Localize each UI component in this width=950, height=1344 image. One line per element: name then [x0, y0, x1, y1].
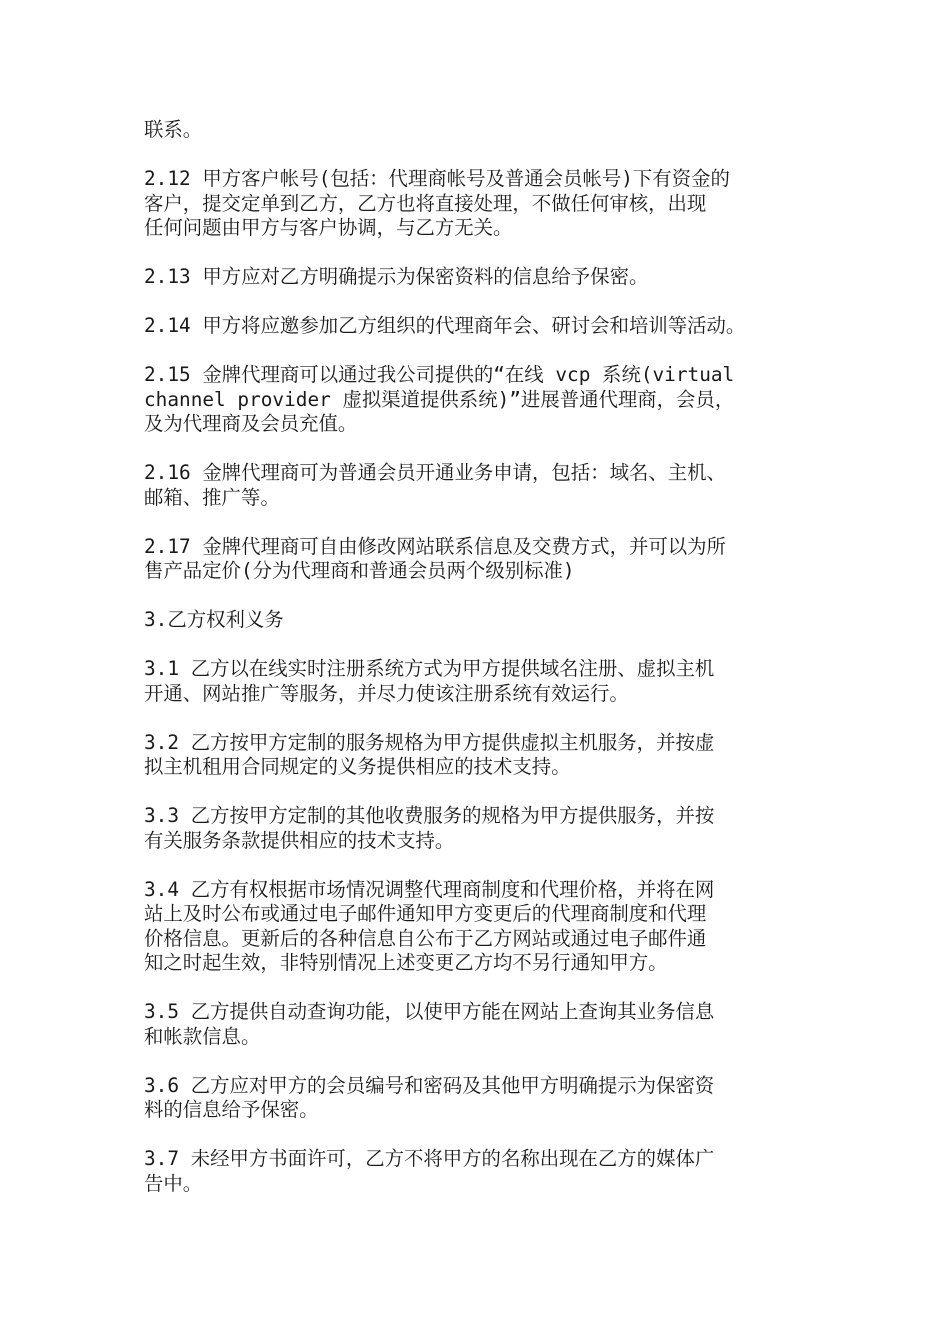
paragraph-line: 客户，提交定单到乙方，乙方也将直接处理，不做任何审核，出现 [144, 191, 707, 215]
paragraph [144, 461, 824, 510]
paragraph-line: 3.7 未经甲方书面许可，乙方不将甲方的名称出现在乙方的媒体广 [144, 1147, 715, 1170]
paragraph-line: 3.乙方权利义务 [144, 608, 284, 631]
paragraph [144, 1000, 824, 1049]
paragraph-line: 联系。 [144, 118, 203, 141]
paragraph-line: 2.12 甲方客户帐号(包括：代理商帐号及普通会员帐号)下有资金的 [144, 167, 730, 190]
paragraph-line: 料的信息给予保密。 [144, 1098, 319, 1121]
paragraph-line: 2.17 金牌代理商可自由修改网站联系信息及交费方式，并可以为所 [144, 534, 726, 558]
paragraph-line: 价格信息。更新后的各种信息自公布于乙方网站或通过电子邮件通 [144, 926, 707, 950]
paragraph-line: 开通、网站推广等服务，并尽力使该注册系统有效运行。 [144, 681, 629, 705]
paragraph [144, 804, 824, 853]
paragraph [144, 167, 824, 241]
paragraph-line: 2.14 甲方将应邀参加乙方组织的代理商年会、研讨会和培训等活动。 [144, 314, 746, 337]
paragraph-line: 2.13 甲方应对乙方明确提示为保密资料的信息给予保密。 [144, 265, 649, 288]
paragraph-line: channel provider 虚拟渠道提供系统)”进展普通代理商，会员， [144, 387, 735, 411]
paragraph-line: 3.1 乙方以在线实时注册系统方式为甲方提供域名注册、虚拟主机 [144, 657, 715, 680]
paragraph-list [144, 118, 824, 1196]
paragraph [144, 731, 824, 780]
paragraph-line: 任何问题由甲方与客户协调，与乙方无关。 [144, 216, 513, 239]
paragraph-line: 3.4 乙方有权根据市场情况调整代理商制度和代理价格，并将在网 [144, 877, 715, 901]
paragraph [144, 265, 824, 290]
paragraph-line: 及为代理商及会员充值。 [144, 412, 358, 435]
paragraph-line: 3.6 乙方应对甲方的会员编号和密码及其他甲方明确提示为保密资 [144, 1073, 715, 1097]
paragraph-line: 告中。 [144, 1171, 203, 1195]
paragraph-line: 3.3 乙方按甲方定制的其他收费服务的规格为甲方提供服务，并按 [144, 804, 715, 827]
paragraph [144, 657, 824, 706]
paragraph-line: 和帐款信息。 [144, 1024, 261, 1048]
paragraph [144, 118, 824, 143]
paragraph-line: 3.2 乙方按甲方定制的服务规格为甲方提供虚拟主机服务，并按虚 [144, 730, 715, 754]
paragraph-line: 售产品定价(分为代理商和普通会员两个级别标准) [144, 559, 575, 582]
paragraph-line: 2.16 金牌代理商可为普通会员开通业务申请，包括：域名、主机、 [144, 461, 726, 484]
paragraph [144, 535, 824, 584]
paragraph [144, 314, 824, 339]
paragraph-line: 3.5 乙方提供自动查询功能，以使甲方能在网站上查询其业务信息 [144, 1000, 715, 1023]
paragraph-line: 知之时起生效，非特别情况上述变更乙方均不另行通知甲方。 [144, 951, 668, 974]
paragraph [144, 1147, 824, 1196]
paragraph [144, 363, 824, 437]
paragraph-line: 有关服务条款提供相应的技术支持。 [144, 828, 455, 852]
document-body [144, 118, 824, 1221]
paragraph [144, 608, 824, 633]
paragraph [144, 1074, 824, 1123]
paragraph [144, 878, 824, 976]
paragraph-line: 拟主机租用合同规定的义务提供相应的技术支持。 [144, 755, 571, 778]
paragraph-line: 2.15 金牌代理商可以通过我公司提供的“在线 vcp 系统(virtual [144, 363, 735, 386]
paragraph-line: 邮箱、推广等。 [144, 485, 280, 509]
paragraph-line: 站上及时公布或通过电子邮件通知甲方变更后的代理商制度和代理 [144, 902, 707, 925]
